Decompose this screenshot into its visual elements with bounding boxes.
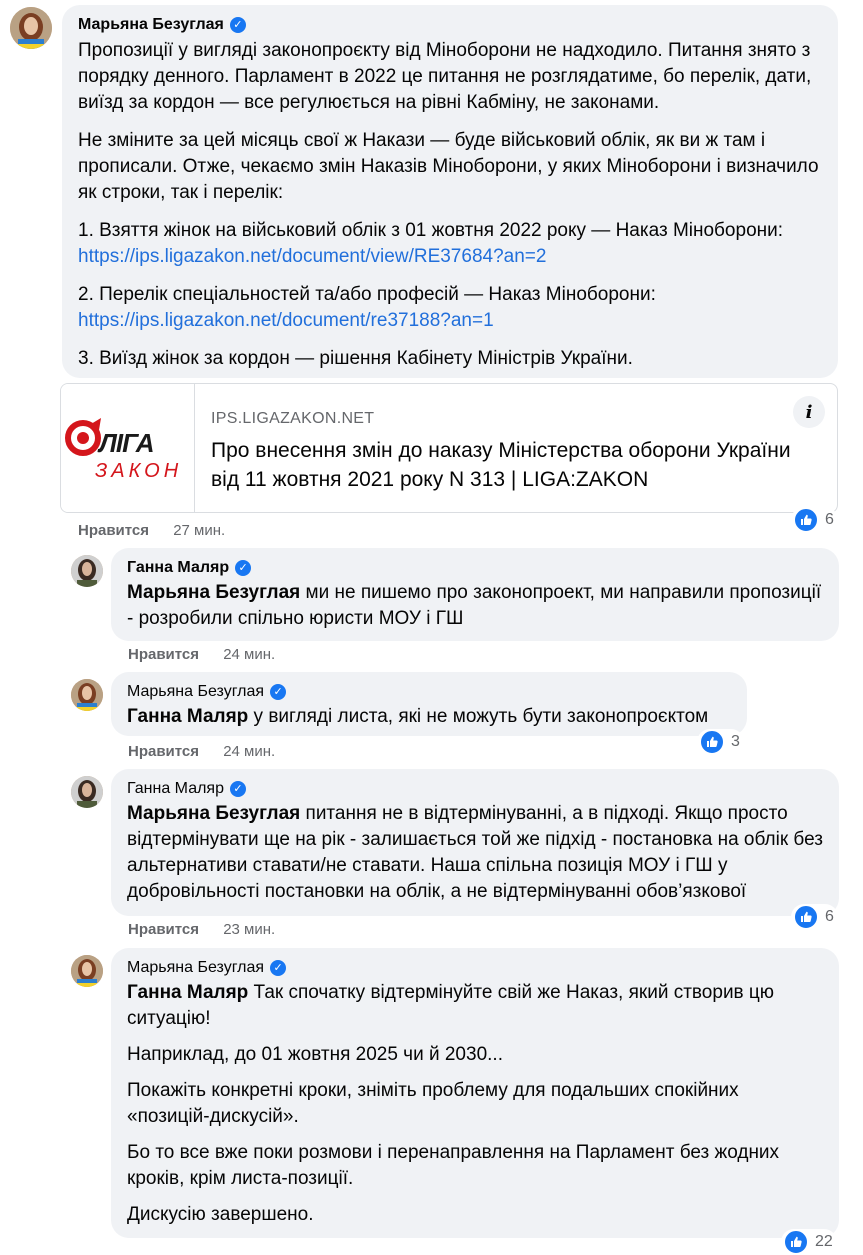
verified-badge-icon: ✓ (230, 17, 246, 33)
mention-link[interactable]: Марьяна Безуглая (127, 803, 301, 824)
comment-author-row (78, 15, 822, 35)
thumbs-up-icon (783, 1229, 809, 1255)
comment-author-row (127, 779, 823, 799)
comment-paragraph (78, 282, 822, 334)
comment-author[interactable]: Марьяна Безуглая (78, 16, 224, 33)
avatar[interactable] (71, 776, 103, 808)
timestamp[interactable]: 24 мин. (223, 743, 276, 760)
thumbs-up-icon (793, 507, 819, 533)
comment-text (127, 580, 823, 632)
comment-paragraph: Не зміните за цей місяць свої ж Накази — буде військовий облік, як ви ж там і прописали. Отже, чекаємо змін Наказів Міноборони, у яких Міноборони і визначило як строки, так і перелік: (78, 130, 819, 203)
mention-link[interactable]: Ганна Маляр (127, 706, 249, 727)
reply-bubble (111, 769, 839, 916)
avatar[interactable] (10, 7, 52, 49)
reaction-count[interactable] (791, 507, 838, 533)
thumbs-up-icon (793, 904, 819, 930)
timestamp[interactable]: 23 мин. (223, 921, 276, 938)
avatar[interactable] (71, 955, 103, 987)
comment-body: ми не пишемо про законопроект, ми направили пропозиції - розробили спільно юристи МОУ і ГШ (127, 582, 822, 629)
link-title[interactable]: Про внесення змін до наказу Міністерства оборони України від 11 жовтня 2021 року N 313 | LIGA:ZAKON (211, 439, 791, 491)
reply-bubble (111, 548, 839, 641)
reply-bubble (111, 948, 839, 1238)
reaction-number: 6 (825, 908, 834, 925)
reaction-count[interactable] (697, 729, 744, 755)
reaction-count[interactable] (781, 1229, 837, 1255)
mention-link[interactable]: Марьяна Безуглая (127, 582, 301, 603)
reply-bubble (111, 672, 747, 736)
comment-body: Так спочатку відтермінуйте свій же Наказ, який створив цю ситуацію! (127, 982, 775, 1029)
like-button[interactable]: Нравится (78, 522, 150, 539)
comment-author[interactable]: Марьяна Безуглая (127, 683, 265, 700)
comment-paragraph (127, 980, 823, 1032)
reaction-number: 3 (731, 733, 740, 750)
logo-text-bottom: ЗАКОН (95, 460, 183, 482)
avatar[interactable] (71, 679, 103, 711)
comment-paragraph: Покажіть конкретні кроки, зніміть проблему для подальших спокійних «позицій-дискусій». (127, 1080, 739, 1127)
comment-body: питання не в відтермінуванні, а в підході. Якщо просто відтермінувати ще на рік - залишається той же підхід - постановка на облік без альтернативи ставати/не ставати. Наша спільна позиція МОУ і ГШ у добровільності постановки на облік, а не відтермінуванні обов’язкової (127, 803, 823, 902)
comment-author[interactable]: Ганна Маляр (127, 780, 224, 797)
comment-paragraph: Дискусію завершено. (127, 1204, 314, 1225)
comment-author-row (127, 682, 731, 702)
verified-badge-icon: ✓ (270, 960, 286, 976)
list-item-text: 1. Взяття жінок на військовий облік з 01 жовтня 2022 року — Наказ Міноборони: (78, 220, 784, 241)
comment-paragraph: 3. Виїзд жінок за кордон — рішення Кабінету Міністрів України. (78, 348, 633, 369)
comment-text (78, 38, 822, 372)
comment-author-row (127, 558, 823, 578)
comment-paragraph (78, 218, 822, 270)
comment-text (127, 704, 731, 730)
reaction-number: 6 (825, 511, 834, 528)
comment-author[interactable]: Марьяна Безуглая (127, 959, 265, 976)
document-link[interactable]: https://ips.ligazakon.net/document/re37188?an=1 (78, 310, 494, 331)
comment-meta (128, 646, 275, 664)
mention-link[interactable]: Ганна Маляр (127, 982, 249, 1003)
comment-meta (128, 921, 275, 939)
verified-badge-icon: ✓ (270, 684, 286, 700)
reaction-count[interactable] (791, 904, 838, 930)
comment-text (127, 980, 823, 1228)
like-button[interactable]: Нравится (128, 921, 200, 938)
document-link[interactable]: https://ips.ligazakon.net/document/view/RE37684?an=2 (78, 246, 547, 267)
like-button[interactable]: Нравится (128, 743, 200, 760)
comment-paragraph: Пропозиції у вигляді законопроєкту від Міноборони не надходило. Питання знято з порядку денного. Парламент в 2022 це питання не розглядатиме, бо перелік, дати, виїзд за кордон — все регулюється на рівні Кабміну, не законами. (78, 40, 812, 113)
comment-body: у вигляді листа, які не можуть бути законопроєктом (248, 706, 709, 727)
comment-author[interactable]: Ганна Маляр (127, 559, 230, 576)
list-item-text: 2. Перелік спеціальностей та/або професій — Наказ Міноборони: (78, 284, 656, 305)
info-icon[interactable]: i (793, 396, 825, 428)
avatar[interactable] (71, 555, 103, 587)
comment-meta (78, 522, 225, 540)
liga-zakon-logo (61, 384, 195, 512)
comment-author-row (127, 958, 823, 978)
comment-paragraph: Бо то все вже поки розмови і перенаправлення на Парламент без жодних кроків, крім листа-позиції. (127, 1142, 780, 1189)
comment-meta (128, 743, 275, 761)
comment-bubble (62, 5, 838, 378)
like-button[interactable]: Нравится (128, 646, 200, 663)
timestamp[interactable]: 24 мин. (223, 646, 276, 663)
comment-paragraph: Наприклад, до 01 жовтня 2025 чи й 2030... (127, 1044, 503, 1065)
timestamp[interactable]: 27 мин. (173, 522, 226, 539)
thumbs-up-icon (699, 729, 725, 755)
link-domain: IPS.LIGAZAKON.NET (211, 410, 375, 427)
reaction-number: 22 (815, 1233, 833, 1250)
logo-text-top: ЛІГА (99, 428, 154, 458)
comment-text (127, 801, 823, 905)
verified-badge-icon: ✓ (235, 560, 251, 576)
link-preview-card[interactable] (60, 383, 838, 513)
verified-badge-icon: ✓ (230, 781, 246, 797)
